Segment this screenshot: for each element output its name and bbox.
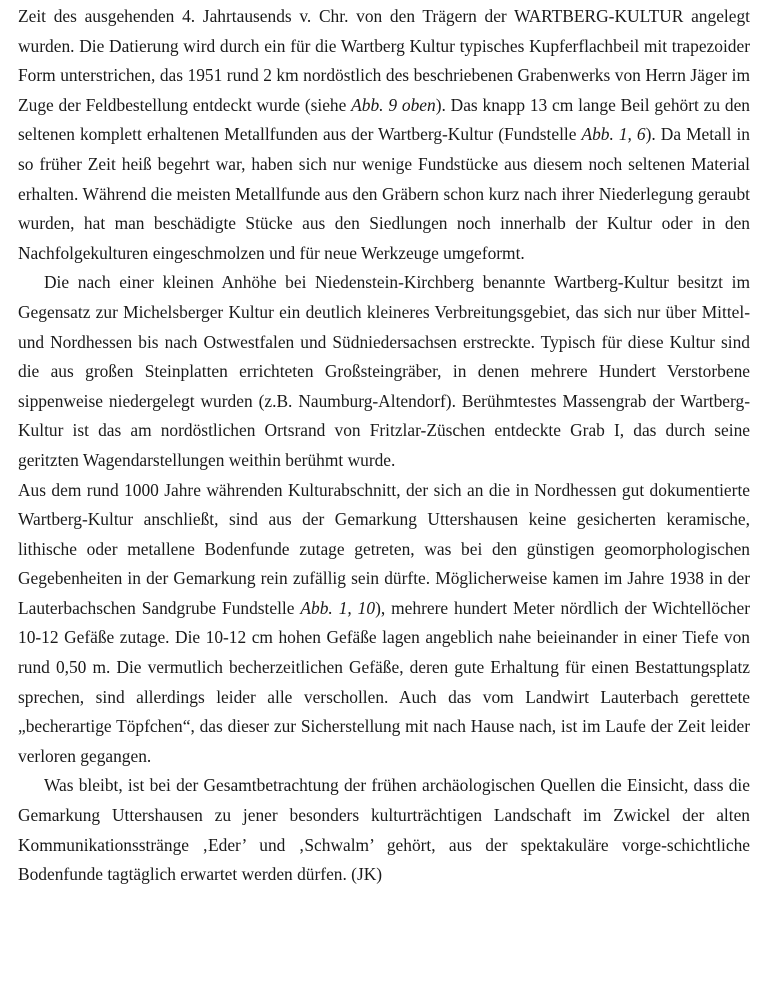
- text-run: Zeit des ausgehenden 4. Jahrtausends v. Chr. von den Trägern der WARTBERG-KULTUR angelegt wurden. Die Datierung wird durch ein für die Wartberg Kultur typisches Kupferflachbeil mit trapezoider Form unterstrichen, das 1951 rund 2 km nordöstlich des beschriebenen Grabenwerks von Herrn Jäger im Zuge der Feldbestellung entdeckt wurde (siehe: [18, 6, 750, 115]
- paragraph-p3: [18, 476, 750, 772]
- text-run: ), mehrere hundert Meter nördlich der Wichtellöcher 10-12 Gefäße zutage. Die 10-12 cm hohen Gefäße lagen angeblich nahe beieinander in einer Tiefe von rund 0,50 m. Die vermutlich becherzeitlichen Gefäße, deren gute Erhaltung für einen Bestattungsplatz sprechen, sind allerdings leider alle verschollen. Auch das vom Landwirt Lauterbach gerettete „becherartige Töpfchen“, das dieser zur Sicherstellung mit nach Hause nach, ist im Laufe der Zeit leider verloren gegangen.: [18, 597, 750, 766]
- paragraph-p1: [18, 2, 750, 268]
- paragraph-p2: [18, 268, 750, 475]
- text-run: Die nach einer kleinen Anhöhe bei Niedenstein-Kirchberg benannte Wartberg-Kultur besitzt im Gegensatz zur Michelsberger Kultur ein deutlich kleineres Verbreitungsgebiet, das sich nur über Mittel- und Nordhessen bis nach Ostwestfalen und Südniedersachsen erstreckte. Typisch für diese Kultur sind die aus großen Steinplatten errichteten Großsteingräber, in denen mehrere Hundert Verstorbene sippenweise niedergelegt wurden (z.B. Naumburg-Altendorf). Berühmtestes Massengrab der Wartberg-Kultur ist das am nordöstlichen Ortsrand von Fritzlar-Züschen entdeckte Grab I, das durch seine geritzten Wagendarstellungen weithin berühmt wurde.: [18, 272, 750, 470]
- paragraph-p4: [18, 771, 750, 889]
- figure-reference: Abb. 9 oben: [351, 94, 436, 115]
- text-run: ). Das knapp 13 cm lange Beil gehört zu den seltenen komplett erhaltenen Metallfunden aus der Wartberg-Kultur (Fundstelle: [18, 94, 751, 145]
- figure-reference: Abb. 1, 10: [300, 597, 376, 618]
- text-run: Aus dem rund 1000 Jahre währenden Kulturabschnitt, der sich an die in Nordhessen gut dokumentierte Wartberg-Kultur anschließt, sind aus der Gemarkung Uttershausen keine gesicherten keramische, lithische oder metallene Bodenfunde zutage getreten, was bei den günstigen geomorphologischen Gegebenheiten in der Gemarkung rein zufällig sein dürfte. Möglicherweise kamen im Jahre 1938 in der Lauterbachschen Sandgrube Fundstelle: [18, 479, 750, 618]
- text-run: ). Da Metall in so früher Zeit heiß begehrt war, haben sich nur wenige Fundstücke aus diesem noch seltenen Material erhalten. Während die meisten Metallfunde aus den Gräbern schon kurz nach ihrer Niederlegung geraubt wurden, hat man beschädigte Stücke aus den Siedlungen noch innerhalb der Kultur oder in den Nachfolgekulturen eingeschmolzen und für neue Werkzeuge umgeformt.: [18, 124, 751, 263]
- text-run: Was bleibt, ist bei der Gesamtbetrachtung der frühen archäologischen Quellen die Einsicht, dass die Gemarkung Uttershausen zu jener besonders kulturträchtigen Landschaft im Zwickel der alten Kommunikationsstränge ‚Eder’ und ‚Schwalm’ gehört, aus der spektakuläre vorge-schichtliche Bodenfunde tagtäglich erwartet werden dürfen. (JK): [18, 775, 750, 885]
- figure-reference: Abb. 1, 6: [581, 124, 646, 145]
